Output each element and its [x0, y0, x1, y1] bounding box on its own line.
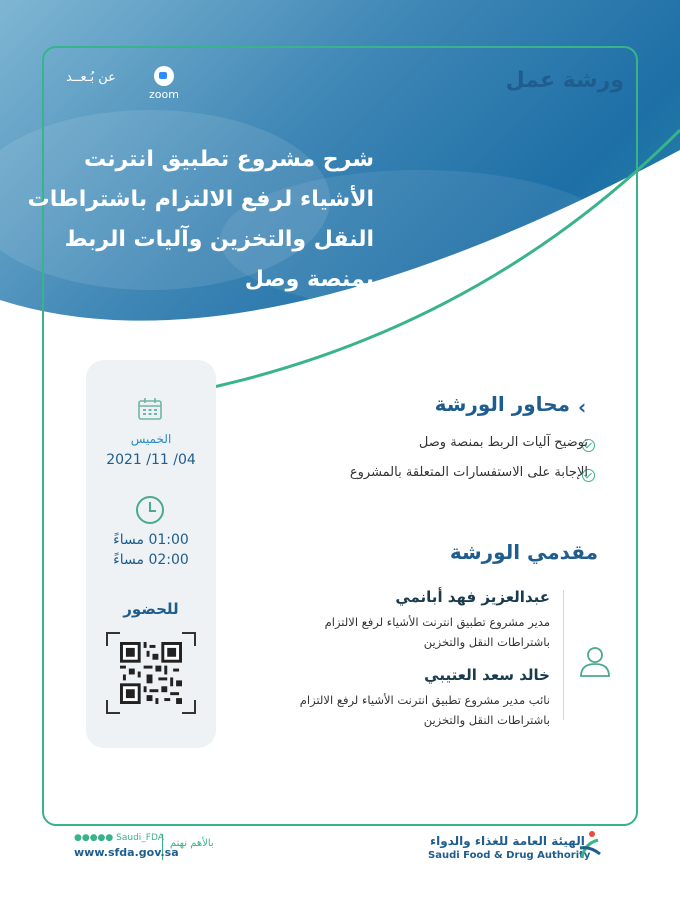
social-handle-text: Saudi_FDA — [116, 833, 164, 843]
sfda-logo-icon — [578, 830, 602, 862]
presenter-name: عبدالعزيز فهد أبانمي — [395, 588, 550, 606]
zoom-label: zoom — [149, 88, 179, 101]
presenter-role: باشتراطات النقل والتخزين — [423, 713, 550, 727]
schedule-date: 2021 /11 /04 — [106, 452, 196, 468]
presenter-role: باشتراطات النقل والتخزين — [423, 635, 550, 649]
title-line: بمنصة وصل — [244, 267, 374, 292]
presenter-role: نائب مدير مشروع تطبيق انترنت الأشياء لرفع الالتزام — [299, 693, 550, 707]
qr-pattern — [120, 642, 182, 704]
presenter — [190, 666, 550, 730]
calendar-icon — [138, 398, 162, 420]
slogan: بالأهم نهتم — [170, 838, 214, 849]
topic-item: توضيح آليات الربط بمنصة وصل — [418, 435, 588, 450]
topic-item: الإجابة على الاستفسارات المتعلقة بالمشروع — [349, 465, 588, 480]
main-title — [27, 140, 374, 300]
zoom-logo — [144, 66, 184, 101]
user-avatar-icon — [575, 640, 615, 680]
time-start: 01:00 مساءً — [113, 532, 189, 548]
org-name-ar: الهيئة العامة للغذاء والدواء — [430, 834, 585, 848]
attend-label: للحضور — [123, 600, 179, 618]
schedule-day: الخميس — [130, 432, 172, 446]
topics-title: محاور الورشة — [434, 392, 570, 416]
chevron-left-icon: ‹ — [578, 395, 587, 419]
clock-icon — [136, 496, 164, 524]
social-icons: ●●●●● — [74, 833, 117, 843]
title-line: النقل والتخزين وآليات الربط — [64, 227, 374, 252]
remote-label: عن بُـعــد — [66, 70, 116, 85]
title-line: شرح مشروع تطبيق انترنت — [83, 147, 374, 172]
presenter — [190, 588, 550, 652]
presenters-divider — [563, 590, 564, 720]
workshop-label: ورشة عمل — [505, 68, 624, 93]
presenters-title: مقدمي الورشة — [449, 540, 598, 564]
org-name-en: Saudi Food & Drug Authority — [428, 850, 591, 861]
time-end: 02:00 مساءً — [113, 552, 189, 568]
website-link[interactable]: www.sfda.gov.sa — [74, 846, 179, 859]
title-line: الأشياء لرفع الالتزام باشتراطات — [27, 187, 374, 212]
presenter-role: مدير مشروع تطبيق انترنت الأشياء لرفع الالتزام — [324, 615, 550, 629]
qr-code[interactable] — [106, 632, 196, 714]
presenter-name: خالد سعد العتيبي — [424, 666, 550, 684]
zoom-icon — [154, 66, 174, 86]
social-handle[interactable] — [74, 833, 164, 843]
